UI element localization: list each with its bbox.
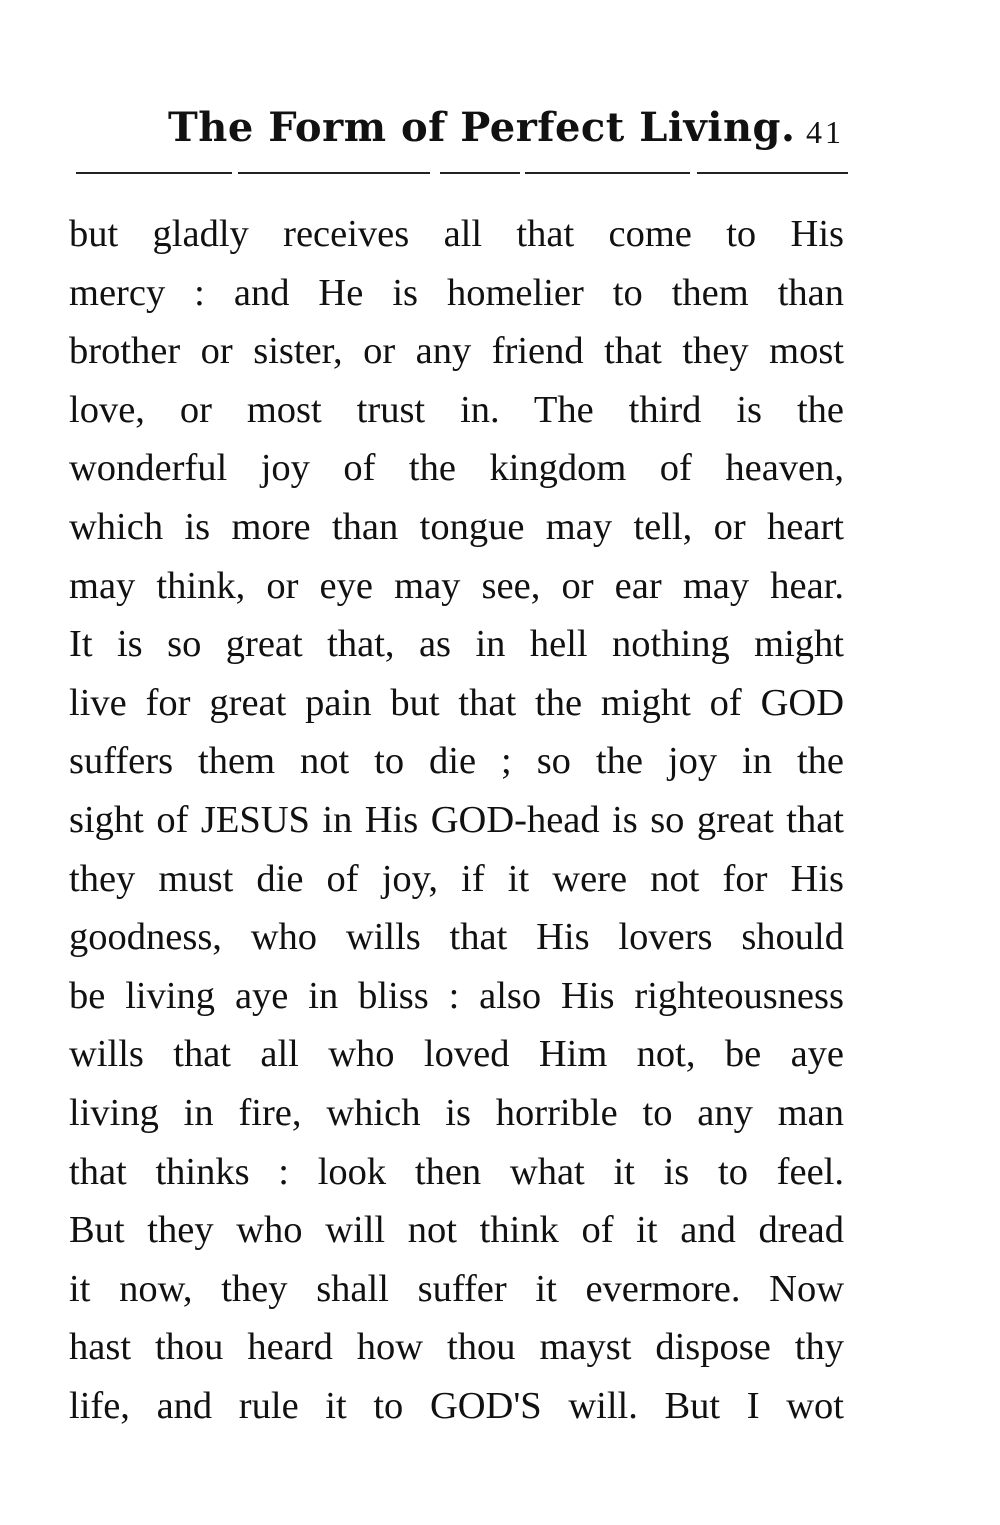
text-line: be living aye in bliss : also His righteousness [69,974,844,1017]
text-line: but gladly receives all that come to His [69,213,844,255]
running-head-title: The Form of Perfect Living. [168,104,796,151]
text-line: suffers them not to die ; so the joy in the [69,740,844,783]
text-line: wonderful joy of the kingdom of heaven, [69,447,844,490]
text-line: which is more than tongue may tell, or heart [69,505,844,548]
page-number: 41 [806,114,844,150]
body-text [69,205,844,1435]
text-line: live for great pain but that the might of GOD [69,681,844,724]
text-line: may think, or eye may see, or ear may hear. [69,564,844,607]
text-line: goodness, who wills that His lovers should [69,916,844,959]
text-line: But they who will not think of it and dread [69,1209,844,1252]
text-line: mercy : and He is homelier to them than [69,271,844,314]
header-rule-gap [232,171,238,175]
header-rule-gap [690,171,697,175]
text-line: It is so great that, as in hell nothing might [69,623,844,666]
text-line: that thinks : look then what it is to feel. [69,1150,844,1193]
text-line: sight of JESUS in His GOD-head is so great that [69,798,844,841]
header-rule-gap [430,171,440,175]
text-line: they must die of joy, if it were not for His [69,857,844,900]
header-rule [76,172,848,174]
text-line: hast thou heard how thou mayst dispose thy [69,1326,844,1369]
text-line: it now, they shall suffer it evermore. Now [69,1267,844,1310]
header-rule-gap [520,171,525,175]
text-line: life, and rule it to GOD'S will. But I wot [69,1384,844,1427]
text-line: wills that all who loved Him not, be aye [69,1033,844,1076]
text-line: living in fire, which is horrible to any man [69,1091,844,1134]
text-line: brother or sister, or any friend that they most [69,330,844,373]
text-line: love, or most trust in. The third is the [69,388,844,431]
